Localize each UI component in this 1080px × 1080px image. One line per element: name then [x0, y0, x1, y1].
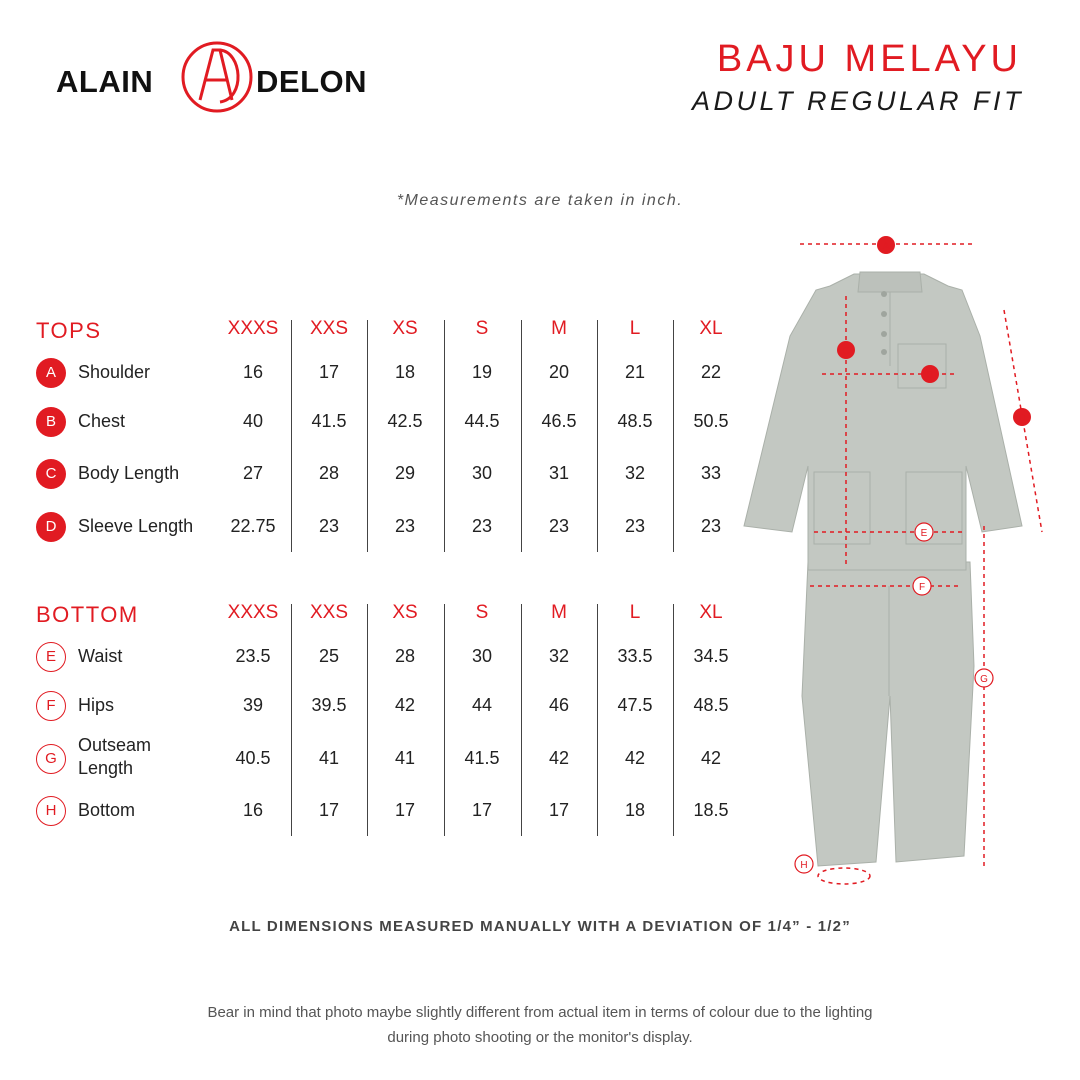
- size-header: XS: [392, 318, 418, 339]
- row-label: Hips: [78, 695, 115, 715]
- value-cell: 41: [394, 748, 416, 768]
- value-cell: 42: [394, 695, 416, 715]
- value-cell: 17: [471, 800, 493, 820]
- value-cell: 23.5: [235, 646, 271, 666]
- value-cell: 23: [700, 516, 722, 536]
- tops-title: TOPS: [36, 318, 102, 343]
- value-cell: 42: [624, 748, 646, 768]
- value-cell: 46.5: [541, 411, 577, 431]
- colour-notice-line1: Bear in mind that photo maybe slightly different from actual item in terms of colour due to the lighting: [207, 1004, 873, 1021]
- brand-word-left: ALAIN: [56, 64, 154, 99]
- marker-e-label: E: [920, 528, 928, 539]
- marker-badge: C: [36, 459, 66, 489]
- size-header: XXS: [309, 318, 349, 339]
- value-cell: 23: [624, 516, 646, 536]
- deviation-disclaimer: ALL DIMENSIONS MEASURED MANUALLY WITH A DEVIATION OF 1/4” - 1/2”: [229, 918, 851, 935]
- value-cell: 41.5: [464, 748, 500, 768]
- table-row: [36, 691, 752, 721]
- size-header: M: [551, 318, 567, 339]
- row-label-line2: Length: [78, 758, 134, 778]
- marker-badge: B: [36, 407, 66, 437]
- size-header: L: [629, 602, 641, 623]
- value-cell: 40.5: [235, 748, 271, 768]
- value-cell: 40: [242, 411, 264, 431]
- value-cell: 33.5: [617, 646, 653, 666]
- table-row: [36, 459, 752, 489]
- size-header: XXS: [309, 602, 349, 623]
- value-cell: 39: [242, 695, 264, 715]
- table-row: [36, 796, 752, 826]
- value-cell: 22: [700, 362, 722, 382]
- tops-header-row: [36, 312, 752, 348]
- pants-shape: [802, 562, 974, 866]
- value-cell: 28: [318, 463, 340, 483]
- value-cell: 21: [624, 362, 646, 382]
- value-cell: 27: [242, 463, 264, 483]
- value-cell: 20: [548, 362, 570, 382]
- marker-h: [795, 855, 813, 873]
- value-cell: 46: [548, 695, 570, 715]
- marker-g: [975, 669, 993, 687]
- colour-notice: [120, 1000, 960, 1050]
- value-cell: 23: [548, 516, 570, 536]
- marker-d-label: D: [1018, 413, 1026, 424]
- value-cell: 29: [394, 463, 416, 483]
- value-cell: 42.5: [387, 411, 423, 431]
- value-cell: 44.5: [464, 411, 500, 431]
- marker-f: [913, 577, 931, 595]
- size-header: XS: [392, 602, 418, 623]
- value-cell: 18: [394, 362, 416, 382]
- marker-c-label: C: [842, 346, 850, 357]
- row-label: Sleeve Length: [78, 516, 194, 536]
- row-label: Chest: [78, 411, 126, 431]
- row-label: Waist: [78, 646, 123, 666]
- brand-word-right: DELON: [256, 64, 367, 99]
- marker-badge: E: [36, 642, 66, 672]
- marker-badge: G: [36, 744, 66, 774]
- table-row: [36, 512, 752, 542]
- marker-f-label: F: [918, 582, 926, 593]
- value-cell: 16: [242, 362, 264, 382]
- value-cell: 17: [318, 800, 340, 820]
- marker-d: [1013, 408, 1031, 426]
- size-header: M: [551, 602, 567, 623]
- bottom-table: [36, 596, 752, 820]
- measurement-note: *Measurements are taken in inch.: [396, 192, 684, 209]
- size-header: XL: [699, 602, 723, 623]
- value-cell: 34.5: [693, 646, 729, 666]
- marker-badge: D: [36, 512, 66, 542]
- value-cell: 22.75: [230, 516, 276, 536]
- marker-badge: F: [36, 691, 66, 721]
- value-cell: 50.5: [693, 411, 729, 431]
- shirt-shape: [744, 272, 1022, 570]
- brand-logo: [56, 40, 396, 114]
- marker-h-label: H: [800, 860, 808, 871]
- value-cell: 18: [624, 800, 646, 820]
- value-cell: 42: [700, 748, 722, 768]
- value-cell: 16: [242, 800, 264, 820]
- row-label: Shoulder: [78, 362, 151, 382]
- table-row: [36, 735, 752, 778]
- tops-table: [36, 312, 752, 536]
- size-header: XXXS: [227, 602, 279, 623]
- table-row: [36, 642, 752, 672]
- value-cell: 23: [394, 516, 416, 536]
- marker-a: [877, 236, 895, 254]
- value-cell: 48.5: [617, 411, 653, 431]
- marker-e: [915, 523, 933, 541]
- size-header: XXXS: [227, 318, 279, 339]
- value-cell: 32: [548, 646, 570, 666]
- marker-badge: H: [36, 796, 66, 826]
- value-cell: 23: [318, 516, 340, 536]
- value-cell: 42: [548, 748, 570, 768]
- marker-badge: A: [36, 358, 66, 388]
- row-label: Body Length: [78, 463, 180, 483]
- value-cell: 19: [471, 362, 493, 382]
- value-cell: 25: [318, 646, 340, 666]
- marker-b-label: B: [926, 370, 934, 381]
- value-cell: 28: [394, 646, 416, 666]
- marker-g-label: G: [980, 674, 988, 685]
- table-row: [36, 407, 752, 437]
- value-cell: 41.5: [311, 411, 347, 431]
- marker-b: [921, 365, 939, 383]
- value-cell: 30: [471, 463, 493, 483]
- value-cell: 30: [471, 646, 493, 666]
- value-cell: 41: [318, 748, 340, 768]
- value-cell: 47.5: [617, 695, 653, 715]
- page-subtitle: ADULT REGULAR FIT: [691, 86, 1024, 116]
- bottom-header-row: [36, 596, 752, 632]
- size-header: XL: [699, 318, 723, 339]
- value-cell: 17: [548, 800, 570, 820]
- value-cell: 17: [394, 800, 416, 820]
- value-cell: 32: [624, 463, 646, 483]
- size-header: S: [475, 318, 489, 339]
- garment-illustration: [730, 226, 1070, 892]
- colour-notice-line2: during photo shooting or the monitor's display.: [387, 1029, 693, 1046]
- value-cell: 31: [548, 463, 570, 483]
- value-cell: 33: [700, 463, 722, 483]
- page-title: BAJU MELAYU: [716, 38, 1022, 80]
- brand-monogram-icon: [180, 40, 254, 114]
- value-cell: 44: [471, 695, 493, 715]
- value-cell: 17: [318, 362, 340, 382]
- size-header: L: [629, 318, 641, 339]
- value-cell: 23: [471, 516, 493, 536]
- marker-a-label: A: [882, 241, 890, 252]
- marker-c: [837, 341, 855, 359]
- row-label-line1: Outseam: [78, 735, 152, 755]
- row-label: Bottom: [78, 800, 136, 820]
- bottom-title: BOTTOM: [36, 602, 139, 627]
- value-cell: 39.5: [311, 695, 347, 715]
- table-row: [36, 358, 752, 388]
- size-header: S: [475, 602, 489, 623]
- value-cell: 48.5: [693, 695, 729, 715]
- value-cell: 18.5: [693, 800, 729, 820]
